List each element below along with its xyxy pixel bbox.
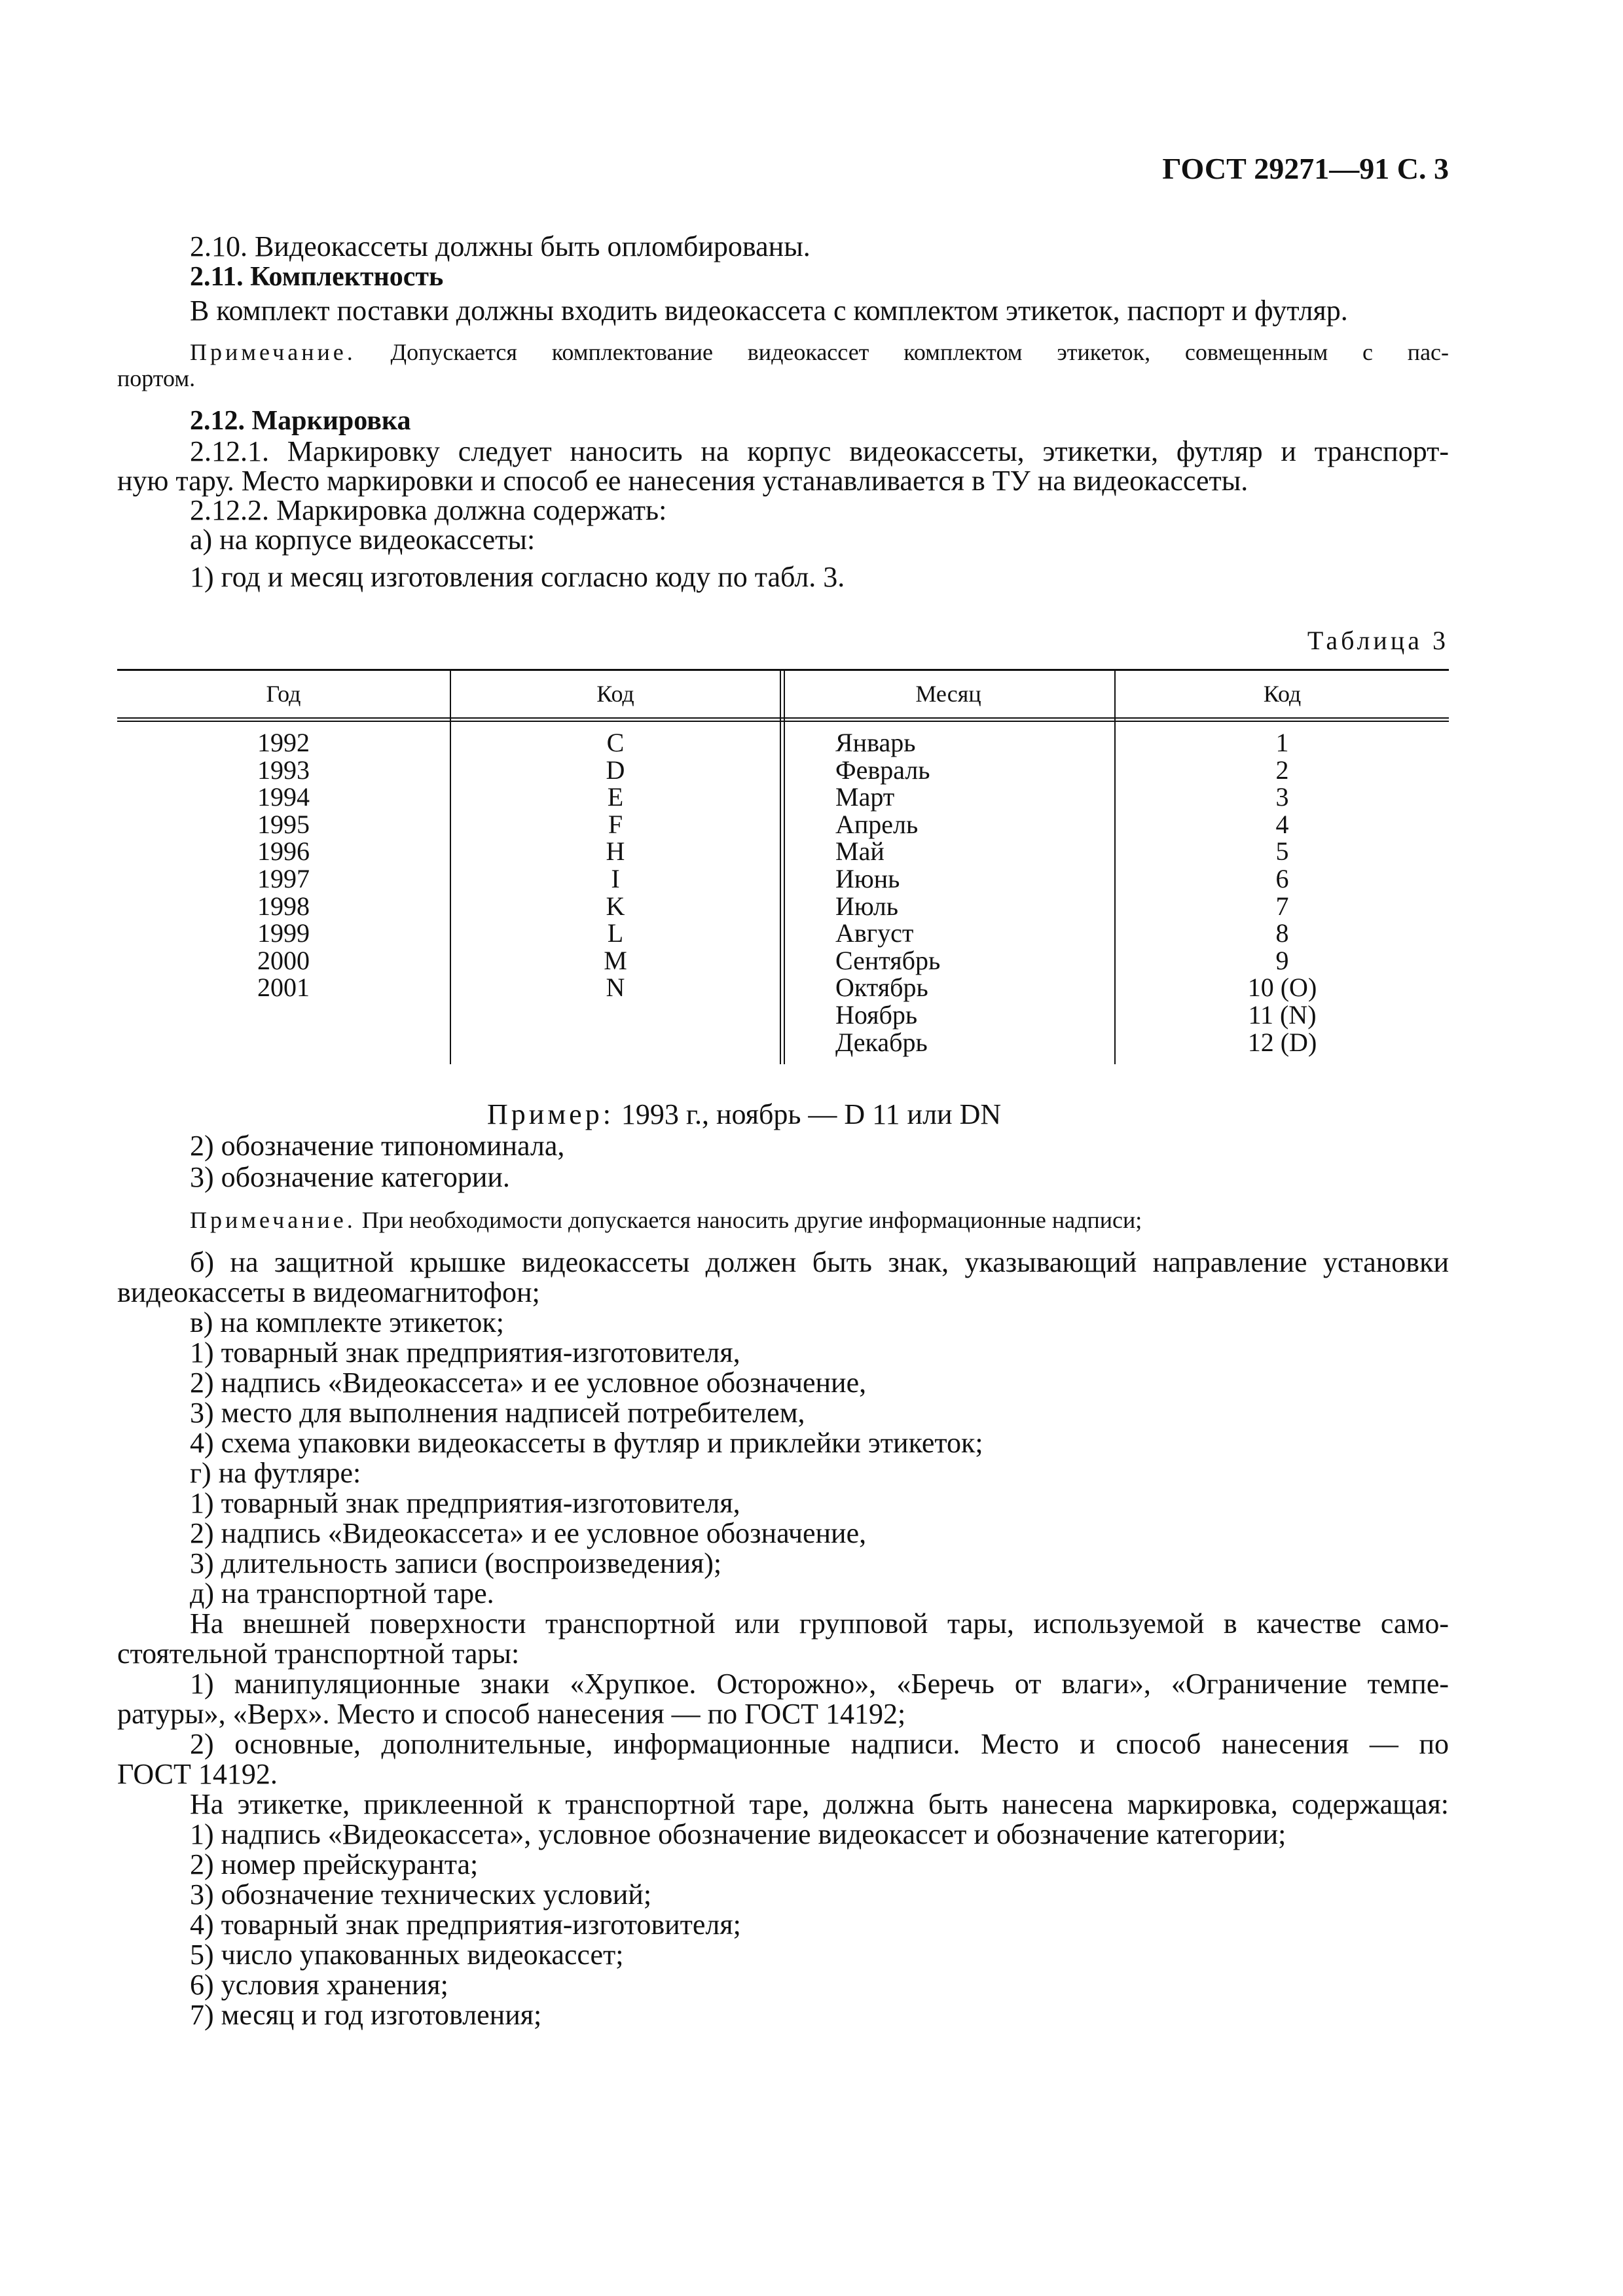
th-month: Месяц [915,681,981,707]
note-2-text: При необходимости допускается наносить другие информационные надписи; [361,1207,1142,1233]
table-cell: Сентябрь [835,945,941,975]
table-cell: Февраль [835,755,930,785]
body-line: д) на транспортной таре. [190,1577,494,1609]
clause-2-12-line-3: 2.12.2. Маркировка должна содержать: [190,494,667,526]
col-years [117,729,450,1001]
note-1-label: Примечание. [190,339,356,365]
table-divider-2 [780,669,785,1064]
clause-2-12-line-1: 2.12.1. Маркировку следует наносить на корпус видеокассеты, этикетки, футляр и транспорт- [190,435,1449,467]
body-line: стоятельной транспортной тары: [117,1638,520,1670]
table-cell: 2001 [257,973,310,1003]
body-line: 1) товарный знак предприятия-изготовителя, [190,1336,740,1369]
body-line: 1) надпись «Видеокассета», условное обозначение видеокассет и обозначение категории; [190,1818,1286,1850]
body-line: 4) схема упаковки видеокассеты в футляр и приклейки этикеток; [190,1427,983,1459]
body-line: 1) товарный знак предприятия-изготовителя, [190,1487,740,1519]
table-cell: 8 [1275,918,1289,948]
body-line: 1) манипуляционные знаки «Хрупкое. Осторожно», «Беречь от влаги», «Ограничение темпе- [190,1668,1449,1700]
clause-2-12-line-5: 1) год и месяц изготовления согласно коду по табл. 3. [190,561,845,593]
table-cell: Июнь [835,863,900,893]
th-year: Год [266,681,301,707]
body-line: 2) основные, дополнительные, информационные надписи. Место и способ нанесения — по [190,1728,1449,1760]
table-cell: Октябрь [835,973,928,1003]
table-cell: 2 [1275,755,1289,785]
table-cell: 11 (N) [1248,999,1317,1030]
example-text: 1993 г., ноябрь — D 11 или DN [621,1098,1002,1130]
col-months [835,729,940,1056]
table-cell: M [604,945,627,975]
body-line: 2) надпись «Видеокассета» и ее условное обозначение, [190,1367,867,1399]
table-cell: E [607,782,624,812]
table-cell: Апрель [835,809,919,839]
table-cell: Март [835,782,895,812]
table-cell: H [606,836,625,867]
table-cell: 10 (O) [1247,973,1317,1003]
table-cell: Ноябрь [835,999,918,1030]
body-line: в) на комплекте этикеток; [190,1306,504,1338]
note-1-line-2: портом. [117,365,196,391]
table-cell: K [606,891,625,921]
table-cell: 1998 [257,891,310,921]
body-line: ратуры», «Верх». Место и способ нанесения — по ГОСТ 14192; [117,1698,906,1730]
table-caption: Таблица 3 [1307,626,1449,655]
table-cell: F [608,809,623,839]
table-cell: Декабрь [835,1027,928,1057]
body-line: 5) число упакованных видеокассет; [190,1939,624,1971]
body-line: На этикетке, приклеенной к транспортной таре, должна быть нанесена маркировка, содержащая: [190,1788,1449,1820]
col-year-codes [451,729,780,1001]
note-2-label: Примечание. [190,1207,356,1233]
table-cell: 9 [1275,945,1289,975]
table-cell: 2000 [257,945,310,975]
clause-2-10: 2.10. Видеокассеты должны быть опломбированы. [190,230,811,262]
table-cell: 12 (D) [1247,1027,1317,1057]
body-line: б) на защитной крышке видеокассеты должен быть знак, указывающий направление установки [190,1246,1449,1278]
table-cell: Январь [835,728,916,757]
clause-2-11-title: 2.11. Комплектность [190,262,444,292]
body-line: 4) товарный знак предприятия-изготовителя; [190,1909,741,1941]
table-cell: C [606,728,625,757]
table-cell: 1999 [257,918,310,948]
table-cell: L [607,918,624,948]
table-cell: 1992 [257,728,310,757]
item-2-type: 2) обозначение типономинала, [190,1130,565,1162]
table-cell: I [611,863,620,893]
table-cell: 7 [1275,891,1289,921]
table-cell: D [606,755,625,785]
table-cell: 4 [1275,809,1289,839]
note-1-line-1 [190,339,1449,365]
th-month-code: Код [1263,681,1302,707]
body-line: ГОСТ 14192. [117,1758,278,1790]
note-1-text: Допускается комплектование видеокассет комплектом этикеток, совмещенным с пас- [390,339,1450,365]
table-cell: 5 [1275,836,1289,867]
item-3-category: 3) обозначение категории. [190,1161,510,1193]
body-line: г) на футляре: [190,1457,361,1489]
th-year-code: Код [596,681,634,707]
body-line: 2) надпись «Видеокассета» и ее условное обозначение, [190,1517,867,1549]
body-line: видеокассеты в видеомагнитофон; [117,1276,540,1308]
table-cell: 1993 [257,755,310,785]
body-line: 3) обозначение технических условий; [190,1878,652,1910]
clause-2-11-text: В комплект поставки должны входить видеокассета с комплектом этикеток, паспорт и футляр. [190,295,1348,327]
note-2 [190,1207,1142,1233]
table-cell: 1 [1275,728,1289,757]
example-line [487,1100,1001,1130]
example-label: Пример: [487,1098,614,1130]
body-line: 2) номер прейскуранта; [190,1848,479,1880]
table-cell: 3 [1275,782,1289,812]
table-cell: 1996 [257,836,310,867]
clause-2-12-line-4: а) на корпусе видеокассеты: [190,524,536,556]
body-line: На внешней поверхности транспортной или групповой тары, используемой в качестве само- [190,1607,1449,1640]
body-line: 7) месяц и год изготовления; [190,1999,542,2031]
table-cell: 1995 [257,809,310,839]
table-cell: Июль [835,891,898,921]
table-cell: Август [835,918,914,948]
table-cell: 6 [1275,863,1289,893]
table-cell: 1994 [257,782,310,812]
body-line: 6) условия хранения; [190,1969,448,2001]
page-header: ГОСТ 29271—91 С. 3 [1162,152,1449,185]
table-cell: N [606,973,625,1003]
col-month-codes [1116,729,1449,1056]
body-line: 3) длительность записи (воспроизведения); [190,1547,722,1579]
clause-2-12-line-2: ную тару. Место маркировки и способ ее нанесения устанавливается в ТУ на видеокассеты. [117,465,1249,497]
clause-2-12-title: 2.12. Маркировка [190,406,411,436]
table-cell: Май [835,836,884,867]
body-line: 3) место для выполнения надписей потребителем, [190,1397,805,1429]
table-cell: 1997 [257,863,310,893]
